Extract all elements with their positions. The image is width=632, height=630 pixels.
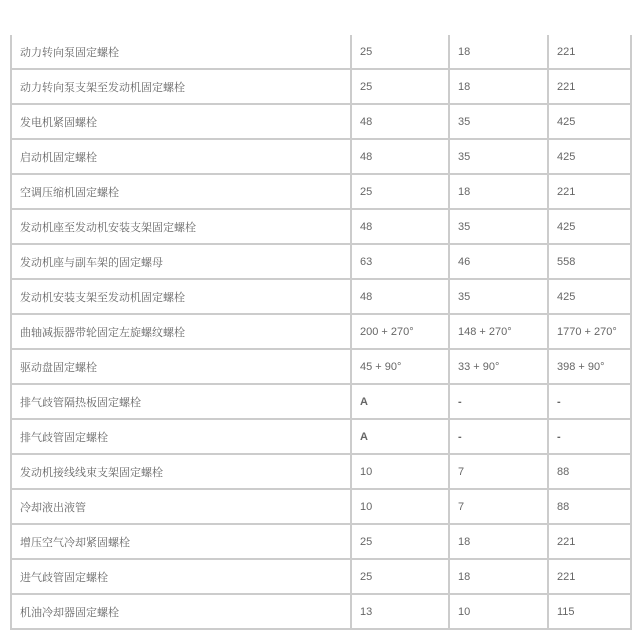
table-row [11,69,631,104]
torque-lbin-cell: 425 [548,104,631,139]
table-row [11,104,631,139]
component-name-cell: 发动机座至发动机安装支架固定螺栓 [11,209,351,244]
torque-lbft-cell: 18 [449,559,548,594]
component-name-cell: 排气歧管固定螺栓 [11,419,351,454]
table-row [11,139,631,174]
torque-lbin-cell: 221 [548,559,631,594]
torque-lbft-cell: 18 [449,35,548,69]
torque-nm-cell: 13 [351,594,449,629]
table-row [11,349,631,384]
torque-lbin-cell: 88 [548,489,631,524]
component-name-cell: 发电机紧固螺栓 [11,104,351,139]
torque-lbft-cell: 7 [449,489,548,524]
torque-lbin-cell: - [548,384,631,419]
component-name-cell: 动力转向泵支架至发动机固定螺栓 [11,69,351,104]
table-row [11,419,631,454]
torque-nm-cell: 10 [351,454,449,489]
torque-lbin-cell: 221 [548,524,631,559]
torque-lbft-cell: 18 [449,69,548,104]
torque-lbft-cell: 7 [449,454,548,489]
torque-lbft-cell: 35 [449,139,548,174]
component-name-cell: 曲轴减振器带轮固定左旋螺纹螺栓 [11,314,351,349]
component-name-cell: 排气歧管隔热板固定螺栓 [11,384,351,419]
torque-lbin-cell: 88 [548,454,631,489]
torque-lbin-cell: 425 [548,139,631,174]
table-row [11,174,631,209]
torque-lbft-cell: 35 [449,209,548,244]
torque-nm-cell: 25 [351,559,449,594]
torque-lbin-cell: 398 + 90° [548,349,631,384]
table-row [11,314,631,349]
component-name-cell: 增压空气冷却紧固螺栓 [11,524,351,559]
torque-nm-cell: 200 + 270° [351,314,449,349]
torque-lbin-cell: - [548,419,631,454]
torque-nm-cell: 48 [351,104,449,139]
table-row [11,524,631,559]
table-body [11,35,631,629]
torque-nm-cell: 25 [351,69,449,104]
table-row [11,279,631,314]
torque-lbin-cell: 425 [548,279,631,314]
component-name-cell: 启动机固定螺栓 [11,139,351,174]
torque-spec-table [10,35,632,630]
table-row [11,489,631,524]
torque-nm-cell: 48 [351,139,449,174]
torque-lbft-cell: 46 [449,244,548,279]
component-name-cell: 发动机接线线束支架固定螺栓 [11,454,351,489]
torque-lbft-cell: 148 + 270° [449,314,548,349]
table-row [11,384,631,419]
table-row [11,454,631,489]
torque-lbin-cell: 115 [548,594,631,629]
torque-lbft-cell: 33 + 90° [449,349,548,384]
table-row [11,594,631,629]
torque-lbft-cell: 18 [449,174,548,209]
component-name-cell: 机油冷却器固定螺栓 [11,594,351,629]
torque-nm-cell: 48 [351,209,449,244]
torque-lbft-cell: - [449,419,548,454]
component-name-cell: 发动机座与副车架的固定螺母 [11,244,351,279]
torque-nm-cell: A [351,419,449,454]
torque-lbin-cell: 221 [548,35,631,69]
torque-nm-cell: 25 [351,524,449,559]
table-row [11,559,631,594]
torque-nm-cell: 25 [351,35,449,69]
table-row [11,244,631,279]
table-row [11,209,631,244]
torque-lbin-cell: 221 [548,69,631,104]
torque-lbft-cell: 35 [449,104,548,139]
torque-nm-cell: 25 [351,174,449,209]
torque-lbin-cell: 558 [548,244,631,279]
torque-lbin-cell: 425 [548,209,631,244]
torque-lbin-cell: 1770 + 270° [548,314,631,349]
torque-lbft-cell: 35 [449,279,548,314]
component-name-cell: 驱动盘固定螺栓 [11,349,351,384]
torque-nm-cell: 45 + 90° [351,349,449,384]
component-name-cell: 动力转向泵固定螺栓 [11,35,351,69]
torque-nm-cell: 48 [351,279,449,314]
table-row [11,35,631,69]
torque-nm-cell: 10 [351,489,449,524]
torque-lbft-cell: - [449,384,548,419]
torque-lbft-cell: 10 [449,594,548,629]
component-name-cell: 冷却液出液管 [11,489,351,524]
torque-lbft-cell: 18 [449,524,548,559]
component-name-cell: 空调压缩机固定螺栓 [11,174,351,209]
component-name-cell: 发动机安装支架至发动机固定螺栓 [11,279,351,314]
torque-lbin-cell: 221 [548,174,631,209]
component-name-cell: 进气歧管固定螺栓 [11,559,351,594]
torque-nm-cell: A [351,384,449,419]
torque-nm-cell: 63 [351,244,449,279]
